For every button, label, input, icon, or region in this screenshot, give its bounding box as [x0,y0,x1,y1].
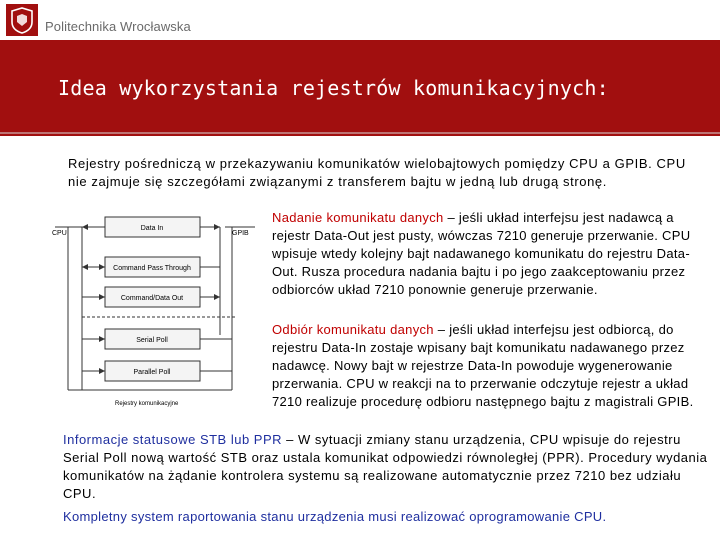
register-label: Command/Data Out [120,295,184,302]
register-label: Data In [140,225,164,232]
send-heading: Nadanie komunikatu danych [272,210,444,225]
page-title: Idea wykorzystania rejestrów komunikacyjnych: [58,76,609,100]
title-divider [0,132,720,134]
title-band [0,40,720,136]
status-text: – W sytuacji zmiany stanu urządzenia, CPU wpisuje do rejestru Serial Poll nową wartość STB oraz ustala komunikat odpowiedzi równoległej (PPR). Procedury wydania komunikatów na żądanie kontrolera systemu są realizowane automatycznie przez 7210 bez udziału CPU. [63,432,708,501]
receive-text: – jeśli układ interfejsu jest odbiorcą, do rejestru Data-In zostaje wpisany bajt komunikatu nadawanego przez nadawcę. Nowy bajt w rejestrze Data-In powoduje wygenerowanie przerwania. CPU w reakcji na to przerwanie odczytuje rejestr a układ 7210 realizuje procedurę odbioru następnego bajtu z magistrali GPIB. [272,322,694,409]
receive-paragraph [272,321,712,411]
university-crest-icon [6,4,38,36]
send-paragraph [272,209,712,299]
logo-text: Politechnika Wrocławska [45,19,191,34]
register-label: Serial Poll [136,337,168,344]
register-label: Command Pass Through [113,265,191,272]
receive-heading: Odbiór komunikatu danych [272,322,434,337]
header [0,0,720,40]
diagram-cpu-label: CPU [52,230,67,237]
status-paragraph [63,431,713,503]
closing-statement: Kompletny system raportowania stanu urządzenia musi realizować oprogramowanie CPU. [63,509,607,524]
status-heading: Informacje statusowe STB lub PPR [63,432,283,447]
registers-diagram [50,205,268,410]
diagram-caption: Rejestry komunikacyjne [115,401,179,407]
diagram-gpib-label: GPIB [232,230,249,237]
intro-paragraph: Rejestry pośredniczą w przekazywaniu komunikatów wielobajtowych pomiędzy CPU a GPIB. CPU nie zajmuje się szczegółami związanymi z transferem bajtu w jedną lub drugą stronę. [68,156,686,189]
register-label: Parallel Poll [133,369,171,376]
send-text: – jeśli układ interfejsu jest nadawcą a rejestr Data-Out jest pusty, wówczas 7210 generuje przerwanie. CPU wpisuje wtedy kolejny bajt nadawanego komunikatu do rejestru Data-Out. Rusza procedura nadania bajtu i po jego zaakceptowaniu przez odbiorców układ 7210 ponownie generuje przerwanie. [272,210,691,297]
